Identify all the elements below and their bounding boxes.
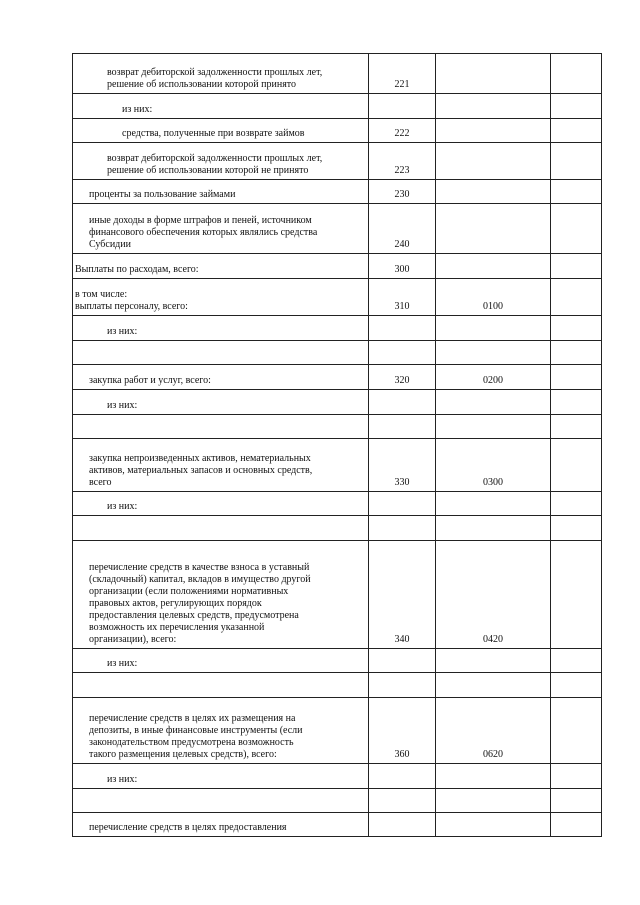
row-label: из них:	[107, 501, 138, 512]
row-code-cell	[369, 316, 436, 341]
row-amount-cell	[551, 365, 602, 390]
row-label-cell	[73, 516, 369, 541]
row-code-cell	[369, 492, 436, 516]
row-amount-cell	[551, 180, 602, 204]
row-code-cell	[369, 365, 436, 390]
row-kosgu: 0420	[483, 634, 503, 645]
row-code-cell	[369, 180, 436, 204]
row-code-cell	[369, 415, 436, 439]
row-kosgu-cell	[436, 813, 551, 837]
row-amount-cell	[551, 541, 602, 649]
row-code-cell	[369, 204, 436, 254]
row-kosgu	[436, 834, 550, 836]
row-code-cell	[369, 94, 436, 119]
row-code: 310	[394, 301, 410, 312]
row-amount-cell	[551, 492, 602, 516]
row-kosgu-cell	[436, 341, 551, 365]
report-table-body	[73, 54, 602, 837]
row-amount-cell	[551, 764, 602, 789]
row-label: перечисление средств в целях их размещения на депозиты, в иные финансовые инструменты (если законодательством предусмотрена возможность такого размещения целевых средств), всего:	[89, 713, 303, 760]
table-row	[73, 439, 602, 492]
row-amount-cell	[551, 54, 602, 94]
row-amount-cell	[551, 316, 602, 341]
table-row	[73, 316, 602, 341]
row-kosgu-cell	[436, 254, 551, 279]
table-row	[73, 813, 602, 837]
row-kosgu-cell	[436, 54, 551, 94]
row-amount-cell	[551, 649, 602, 673]
row-kosgu-cell	[436, 316, 551, 341]
row-code-cell	[369, 143, 436, 180]
row-label-cell	[73, 698, 369, 764]
row-kosgu-cell	[436, 119, 551, 143]
row-code-cell	[369, 541, 436, 649]
row-code-cell	[369, 54, 436, 94]
table-row	[73, 415, 602, 439]
report-table	[72, 53, 602, 837]
row-code-cell	[369, 254, 436, 279]
row-code-cell	[369, 119, 436, 143]
row-amount-cell	[551, 390, 602, 415]
row-amount-cell	[551, 789, 602, 813]
row-amount-cell	[551, 279, 602, 316]
table-row	[73, 492, 602, 516]
row-label-cell	[73, 764, 369, 789]
row-label: возврат дебиторской задолженности прошлых лет, решение об использовании которой принято	[107, 67, 323, 90]
row-kosgu-cell	[436, 492, 551, 516]
row-kosgu-cell	[436, 180, 551, 204]
table-row	[73, 516, 602, 541]
table-row	[73, 541, 602, 649]
row-code: 300	[394, 264, 410, 275]
row-label: в том числе: выплаты персоналу, всего:	[75, 289, 188, 312]
row-amount-cell	[551, 204, 602, 254]
table-row	[73, 390, 602, 415]
row-amount-cell	[551, 254, 602, 279]
table-row	[73, 764, 602, 789]
row-label-cell	[73, 316, 369, 341]
row-label-cell	[73, 673, 369, 698]
row-code: 360	[394, 749, 410, 760]
row-code: 222	[394, 128, 410, 139]
row-kosgu-cell	[436, 390, 551, 415]
row-kosgu-cell	[436, 649, 551, 673]
row-label-cell	[73, 541, 369, 649]
row-kosgu-cell	[436, 764, 551, 789]
table-row	[73, 341, 602, 365]
row-label: из них:	[122, 104, 153, 115]
row-label-cell	[73, 279, 369, 316]
row-code-cell	[369, 813, 436, 837]
row-label: перечисление средств в целях предоставления	[89, 822, 287, 833]
row-amount-cell	[551, 673, 602, 698]
row-label-cell	[73, 415, 369, 439]
row-code-cell	[369, 649, 436, 673]
table-row	[73, 279, 602, 316]
row-code: 340	[394, 634, 410, 645]
row-amount-cell	[551, 415, 602, 439]
row-label: из них:	[107, 326, 138, 337]
row-kosgu: 0300	[483, 477, 503, 488]
row-label-cell	[73, 180, 369, 204]
row-code: 221	[394, 79, 410, 90]
row-kosgu-cell	[436, 698, 551, 764]
row-code-cell	[369, 439, 436, 492]
row-label-cell	[73, 813, 369, 837]
row-amount-cell	[551, 119, 602, 143]
row-label-cell	[73, 390, 369, 415]
row-label-cell	[73, 649, 369, 673]
table-row	[73, 789, 602, 813]
row-amount-cell	[551, 341, 602, 365]
row-label: перечисление средств в качестве взноса в уставный (складочный) капитал, вкладов в имущество другой организации (если положениями нормативных правовых актов, регулирующих порядок предоставления целевых средств, предусмотрена возможность их перечисления указанной организации), всего:	[89, 562, 311, 645]
row-code: 223	[394, 165, 410, 176]
row-amount-cell	[551, 698, 602, 764]
row-label-cell	[73, 789, 369, 813]
row-kosgu-cell	[436, 279, 551, 316]
table-row	[73, 204, 602, 254]
row-code-cell	[369, 673, 436, 698]
row-kosgu-cell	[436, 94, 551, 119]
row-kosgu-cell	[436, 516, 551, 541]
row-amount-cell	[551, 813, 602, 837]
table-row	[73, 649, 602, 673]
row-label-cell	[73, 204, 369, 254]
row-code-cell	[369, 279, 436, 316]
row-kosgu-cell	[436, 365, 551, 390]
row-label-cell	[73, 439, 369, 492]
row-code: 330	[394, 477, 410, 488]
row-code-cell	[369, 698, 436, 764]
row-kosgu-cell	[436, 415, 551, 439]
row-label: из них:	[107, 658, 138, 669]
row-label-cell	[73, 94, 369, 119]
row-label: возврат дебиторской задолженности прошлых лет, решение об использовании которой не принято	[107, 153, 323, 176]
row-label: проценты за пользование займами	[89, 189, 236, 200]
table-row	[73, 119, 602, 143]
row-label-cell	[73, 119, 369, 143]
row-label-cell	[73, 365, 369, 390]
table-row	[73, 673, 602, 698]
row-amount-cell	[551, 516, 602, 541]
row-label-cell	[73, 143, 369, 180]
row-code-cell	[369, 341, 436, 365]
row-label-cell	[73, 254, 369, 279]
table-row	[73, 143, 602, 180]
row-kosgu: 0200	[483, 375, 503, 386]
row-label: Выплаты по расходам, всего:	[75, 264, 199, 275]
row-label-cell	[73, 492, 369, 516]
row-label-cell	[73, 54, 369, 94]
row-kosgu-cell	[436, 673, 551, 698]
table-row	[73, 254, 602, 279]
row-code-cell	[369, 516, 436, 541]
table-row	[73, 698, 602, 764]
row-label: закупка работ и услуг, всего:	[89, 375, 211, 386]
row-code: 230	[394, 189, 410, 200]
row-label: из них:	[107, 774, 138, 785]
row-kosgu: 0620	[483, 749, 503, 760]
table-row	[73, 365, 602, 390]
row-label: средства, полученные при возврате займов	[122, 128, 305, 139]
table-row	[73, 54, 602, 94]
row-kosgu: 0100	[483, 301, 503, 312]
row-amount-cell	[551, 94, 602, 119]
row-code-cell	[369, 764, 436, 789]
row-label: иные доходы в форме штрафов и пеней, источником финансового обеспечения которых являлись средства Субсидии	[89, 215, 318, 250]
row-kosgu-cell	[436, 541, 551, 649]
row-kosgu-cell	[436, 204, 551, 254]
row-label: закупка непроизведенных активов, нематериальных активов, материальных запасов и основных средств, всего	[89, 453, 313, 488]
row-code: 320	[394, 375, 410, 386]
row-label-cell	[73, 341, 369, 365]
row-amount-cell	[551, 143, 602, 180]
row-kosgu-cell	[436, 143, 551, 180]
row-label: из них:	[107, 400, 138, 411]
row-code	[369, 834, 435, 836]
row-kosgu-cell	[436, 439, 551, 492]
table-row	[73, 94, 602, 119]
table-row	[73, 180, 602, 204]
row-code-cell	[369, 390, 436, 415]
row-code: 240	[394, 239, 410, 250]
row-amount-cell	[551, 439, 602, 492]
row-kosgu-cell	[436, 789, 551, 813]
row-code-cell	[369, 789, 436, 813]
